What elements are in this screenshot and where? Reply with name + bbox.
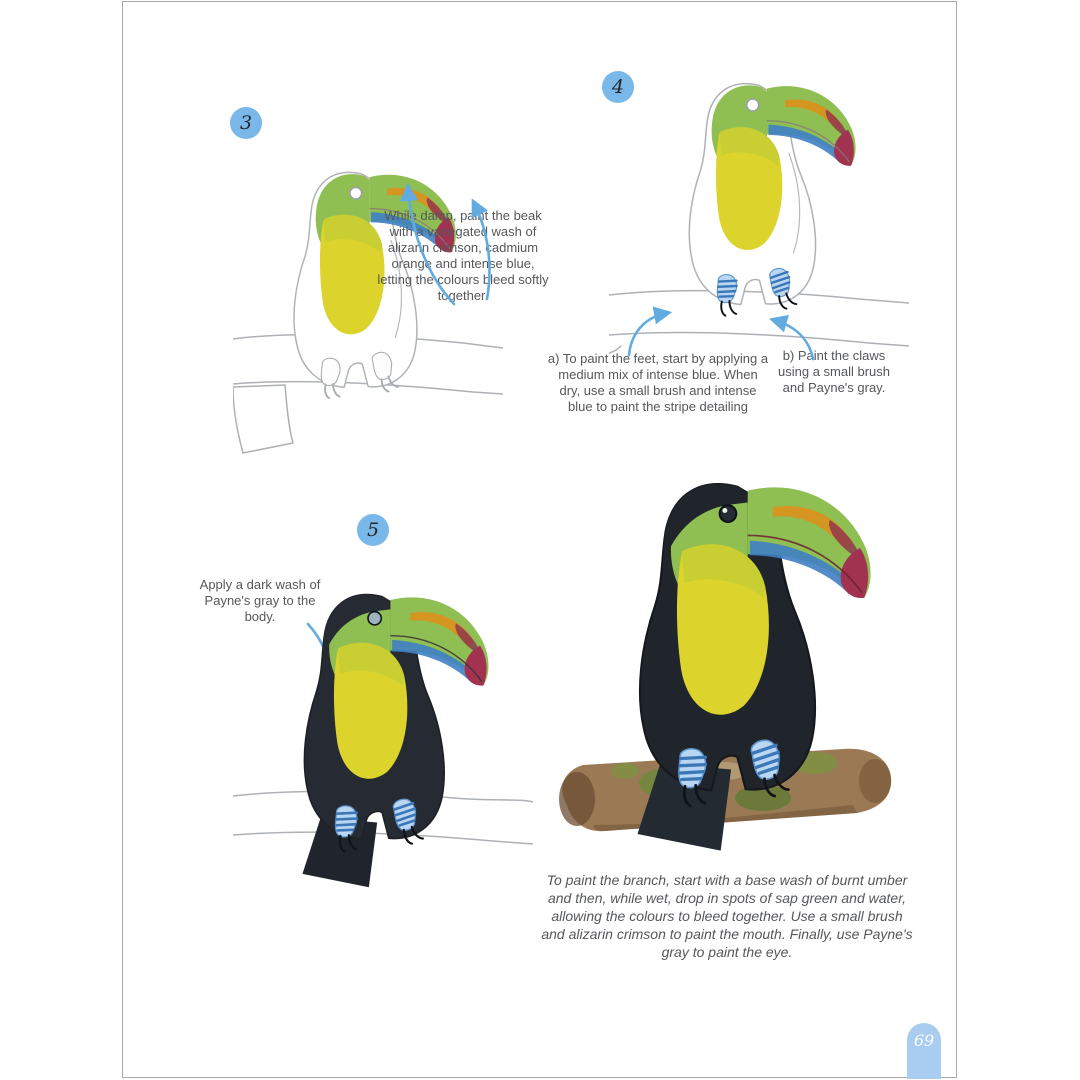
book-page <box>122 1 957 1078</box>
final-step-note: To paint the branch, start with a base wash of burnt umber and then, while wet, drop in spots of sap green and water, allowing the colours to bleed together. Use a small brush and alizarin crimson to paint the mouth. Finally, use Payne's gray to paint the eye. <box>541 872 913 960</box>
step-4a-caption: a) To paint the feet, start by applying a medium mix of intense blue. When dry, use a small brush and intense blue to paint the stripe detailing <box>547 351 769 414</box>
step-3-arrow-to-beak-base <box>396 176 466 311</box>
step-3-number: 3 <box>239 112 253 134</box>
step-4-arrow-to-left-foot <box>619 301 681 359</box>
step-5-toucan-illustration <box>233 539 533 914</box>
page-number-tab <box>907 1023 941 1079</box>
step-4-number: 4 <box>611 76 625 98</box>
step-4-arrow-to-right-foot <box>761 309 823 363</box>
step-3-caption: While damp, paint the beak with a variegated wash of alizarin crimson, cadmium orange and intense blue, letting the colours bleed softly together. <box>377 208 549 303</box>
final-toucan-illustration <box>553 453 903 863</box>
page-number: 69 <box>913 1031 935 1050</box>
step-4b-caption: b) Paint the claws using a small brush and Payne's gray. <box>778 348 890 395</box>
step-5-caption: Apply a dark wash of Payne's gray to the body. <box>199 577 321 624</box>
step-5-number: 5 <box>366 519 380 541</box>
step-3-arrow-to-beak-tip <box>461 193 501 305</box>
